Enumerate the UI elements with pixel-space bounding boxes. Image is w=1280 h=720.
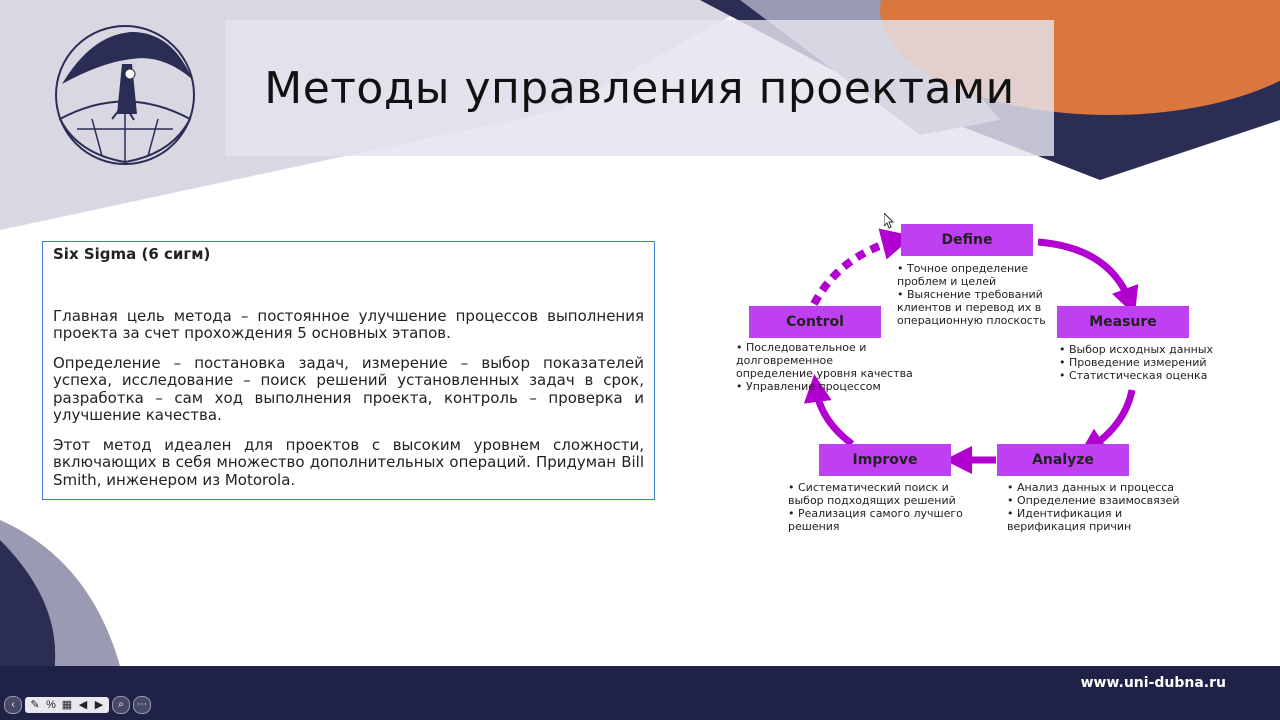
textbox-paragraph: Главная цель метода – постоянное улучшение процессов выполнения проекта за счет прохождения 5 основных этапов.: [53, 306, 644, 342]
more-icon[interactable]: ⋯: [133, 696, 151, 714]
arrow-define-measure: [1038, 242, 1130, 302]
improve-label: Improve: [852, 452, 918, 468]
define-notes: [897, 262, 1046, 327]
footer-site-url: www.uni-dubna.ru: [1080, 675, 1226, 691]
title-box: [225, 20, 1054, 156]
note-line: выбор подходящих решений: [788, 494, 956, 507]
note-line: определение уровня качества: [736, 367, 913, 380]
note-line: • Управление процессом: [736, 380, 881, 393]
note-line: • Точное определение: [897, 262, 1029, 275]
control-label: Control: [786, 314, 844, 330]
note-line: • Выбор исходных данных: [1059, 343, 1214, 356]
define-label: Define: [941, 232, 993, 248]
search-icon[interactable]: ⌕: [112, 696, 130, 714]
note-line: • Статистическая оценка: [1059, 369, 1208, 382]
analyze-notes: [1007, 481, 1180, 533]
note-line: долговременное: [736, 354, 834, 367]
note-line: верификация причин: [1007, 520, 1132, 533]
pen-icon[interactable]: ✎: [30, 699, 40, 711]
note-line: • Выяснение требований: [897, 288, 1043, 301]
mouse-cursor-icon: [884, 213, 894, 229]
note-line: • Последовательное и: [736, 341, 867, 354]
measure-box: [1057, 306, 1189, 338]
arrow-control-define: [814, 240, 898, 304]
grid-icon[interactable]: ▦: [61, 699, 73, 711]
toolbar-group: [25, 697, 109, 713]
measure-notes: [1059, 343, 1213, 382]
control-notes: [736, 341, 913, 393]
arrow-improve-control: [816, 388, 852, 444]
note-line: • Проведение измерений: [1059, 356, 1207, 369]
note-line: проблем и целей: [897, 275, 997, 288]
control-box: [749, 306, 881, 338]
note-line: операционную плоскость: [897, 314, 1046, 327]
note-line: • Анализ данных и процесса: [1007, 481, 1175, 494]
textbox-paragraph: Определение – постановка задач, измерение – выбор показателей успеха, исследование – поиск решений установленных задач в срок, разработка – сам ход выполнения проекта, контроль – проверка и улучшение качества.: [53, 353, 644, 424]
footer-bar: [0, 666, 1280, 720]
note-line: • Систематический поиск и: [788, 481, 949, 494]
slideshow-toolbar: [4, 696, 151, 714]
note-line: • Определение взаимосвязей: [1007, 494, 1180, 507]
forward-icon[interactable]: ▶: [94, 699, 104, 711]
arrow-measure-analyze: [1090, 390, 1132, 448]
prev-slide-icon[interactable]: ‹: [4, 696, 22, 714]
university-logo: [52, 24, 198, 166]
define-box: [901, 224, 1033, 256]
improve-box: [819, 444, 951, 476]
dmaic-diagram: [730, 210, 1214, 540]
note-line: • Реализация самого лучшего: [788, 507, 963, 520]
six-sigma-textbox: [42, 241, 655, 500]
zoom-percent-icon[interactable]: %: [46, 699, 56, 711]
improve-notes: [788, 481, 963, 533]
back-icon[interactable]: ◀: [78, 699, 88, 711]
textbox-paragraph: Этот метод идеален для проектов с высоким уровнем сложности, включающих в себя множество дополнительных операций. Придуман Bill Smith, инженером из Motorola.: [53, 435, 644, 489]
slide-title: Методы управления проектами: [264, 62, 1015, 114]
note-line: • Идентификация и: [1007, 507, 1123, 520]
note-line: решения: [788, 520, 840, 533]
note-line: клиентов и перевод их в: [897, 301, 1042, 314]
measure-label: Measure: [1089, 314, 1157, 330]
textbox-heading: Six Sigma (6 сигм): [53, 245, 211, 263]
analyze-label: Analyze: [1032, 452, 1094, 468]
analyze-box: [997, 444, 1129, 476]
